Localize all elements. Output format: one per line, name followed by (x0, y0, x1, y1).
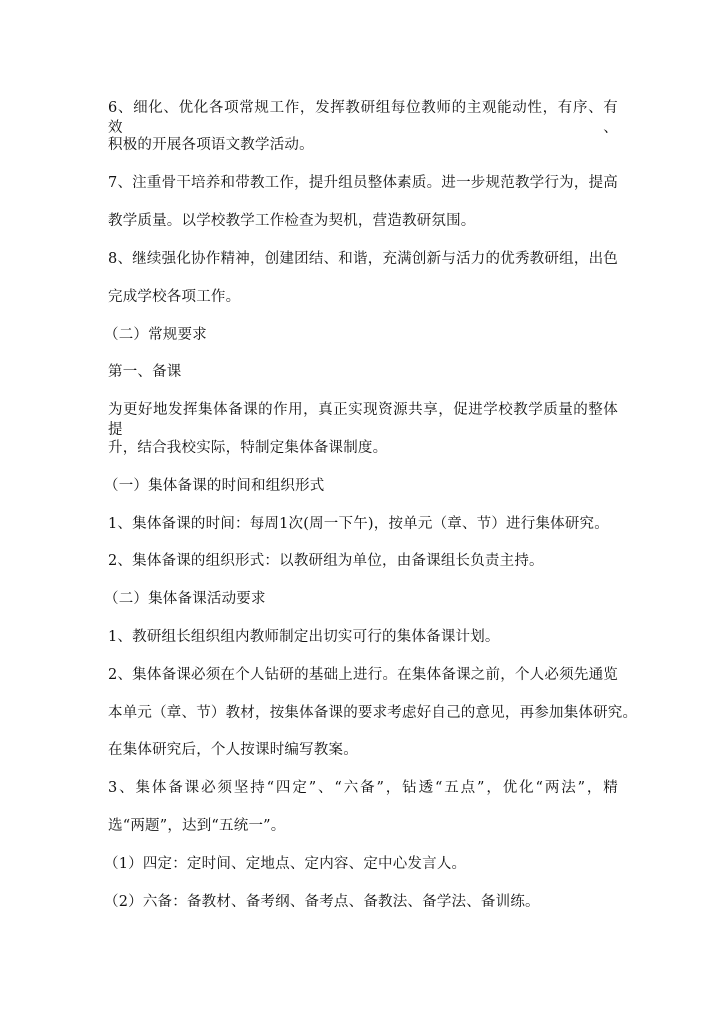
paragraph-7-line-2: 教学质量。以学校教学工作检查为契机，营造教研氛围。 (108, 213, 476, 229)
intro-line-1: 为更好地发挥集体备课的作用，真正实现资源共享，促进学校教学质量的整体提 (108, 402, 618, 438)
requirement-1: 1、教研组长组织组内教师制定出切实可行的集体备课计划。 (108, 629, 500, 645)
item-format: 2、集体备课的组织形式：以教研组为单位，由备课组长负责主持。 (108, 553, 544, 569)
requirement-2-line-1: 2、集体备课必须在个人钻研的基础上进行。在集体备课之前，个人必须先通览 (108, 667, 618, 683)
requirement-2-line-3: 在集体研究后，个人按课时编写教案。 (108, 742, 358, 758)
requirement-3-line-2: 选“两题”，达到“五统一”。 (108, 818, 286, 834)
paragraph-8-line-2: 完成学校各项工作。 (108, 289, 241, 305)
paragraph-8-line-1: 8、继续强化协作精神，创建团结、和谐，充满创新与活力的优秀教研组，出色 (108, 251, 618, 267)
subsection-heading-lesson-prep: 第一、备课 (108, 364, 182, 380)
requirement-2-line-2: 本单元（章、节）教材，按集体备课的要求考虑好自己的意见，再参加集体研究。 (108, 705, 638, 721)
four-fixed-item: （1）四定：定时间、定地点、定内容、定中心发言人。 (104, 856, 467, 872)
paragraph-7-line-1: 7、注重骨干培养和带教工作，提升组员整体素质。进一步规范教学行为，提高 (108, 175, 618, 191)
paragraph-6-line-1: 6、细化、优化各项常规工作，发挥教研组每位教师的主观能动性，有序、有效、 (108, 100, 618, 136)
item-time: 1、集体备课的时间：每周1次(周一下午)，按单元（章、节）进行集体研究。 (108, 516, 609, 532)
requirement-3-line-1: 3、集体备课必须坚持“四定”、“六备”，钻透“五点”，优化“两法”，精 (108, 780, 618, 796)
six-prep-item: （2）六备：备教材、备考纲、备考点、备教法、备学法、备训练。 (104, 894, 540, 910)
paragraph-6-line-2: 积极的开展各项语文教学活动。 (108, 137, 314, 153)
section-heading-routine-requirements: （二）常规要求 (104, 327, 207, 343)
heading-activity-requirements: （二）集体备课活动要求 (104, 591, 266, 607)
heading-time-and-format: （一）集体备课的时间和组织形式 (104, 478, 325, 494)
intro-line-2: 升，结合我校实际，特制定集体备课制度。 (108, 440, 388, 456)
